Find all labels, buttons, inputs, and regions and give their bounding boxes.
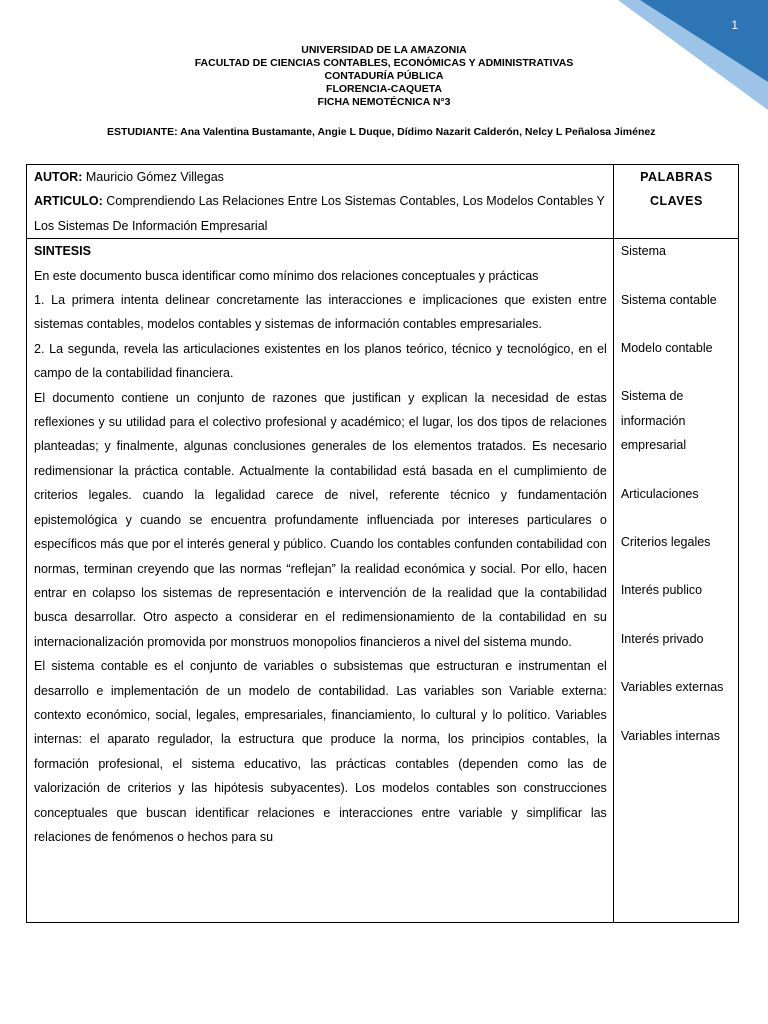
header-line: FICHA NEMOTÉCNICA N°3 — [317, 96, 451, 108]
table-body-row — [27, 239, 739, 923]
keywords-header-line: PALABRAS — [640, 170, 713, 184]
ficha-table — [26, 164, 739, 923]
synthesis-paragraph: 2. La segunda, revela las articulaciones existentes en los planos teórico, técnico y tecnológico, en el campo de la contabilidad financiera. — [34, 341, 607, 381]
keywords-list — [621, 239, 732, 748]
page-number: 1 — [731, 18, 738, 32]
table-header-row — [27, 165, 739, 239]
header-line: CONTADURÍA PÚBLICA — [324, 70, 444, 82]
keywords-header-line: CLAVES — [650, 194, 703, 209]
header-line: FLORENCIA-CAQUETA — [326, 83, 442, 95]
keyword-item: Interés privado — [620, 631, 704, 646]
synthesis-paragraph: El sistema contable es el conjunto de variables o subsistemas que estructuran e instrumentan el desarrollo e implementación de un modelo de contabilidad. Las variables son Variable externa: contexto económico, social, legales, empresariales, financiamiento, lo cultural y lo político. Variables internas: el aparato regulador, la estructura que produce la norma, los principios contables, la formación profesional, el sistema educativo, las prácticas contables (dependen como las de valorización de criterios y las hipótesis subyacentes). Los modelos contables son construcciones conceptuales que buscan identificar relaciones e interacciones entre variable y simplificar las relaciones de fenómenos o hechos para su — [34, 659, 607, 844]
author-name: Mauricio Gómez Villegas — [85, 170, 224, 184]
keyword-item: Articulaciones — [620, 486, 699, 501]
author-article-cell — [27, 165, 614, 239]
students-line — [107, 126, 687, 138]
header-line: UNIVERSIDAD DE LA AMAZONIA — [301, 44, 467, 56]
keyword-item: Sistema contable — [620, 292, 717, 307]
keyword-item: Sistema — [620, 244, 666, 259]
synthesis-paragraph: 1. La primera intenta delinear concretamente las interacciones e implicaciones que existen entre sistemas contables, modelos contables y sistemas de información contables empresariales. — [34, 293, 607, 332]
students-label: ESTUDIANTE: — [107, 126, 178, 138]
article-title: Comprendiendo Las Relaciones Entre Los Sistemas Contables, Los Modelos Contables Y Los Sistemas De Información Empresarial — [34, 194, 605, 233]
keyword-item: Modelo contable — [620, 341, 713, 356]
keyword-item: Variables externas — [620, 680, 724, 695]
keyword-item: Interés publico — [620, 583, 703, 598]
synthesis-paragraph: En este documento busca identificar como mínimo dos relaciones conceptuales y prácticas — [34, 268, 539, 283]
keyword-item: Variables internas — [620, 728, 720, 743]
article-line — [34, 189, 607, 238]
synthesis-label: SINTESIS — [34, 244, 91, 259]
keywords-header-cell — [613, 165, 738, 239]
author-line — [34, 165, 607, 189]
synthesis-cell — [27, 239, 614, 923]
document-header — [0, 44, 768, 109]
keywords-cell — [613, 239, 738, 923]
article-label: ARTICULO: — [34, 194, 103, 209]
students-names: Ana Valentina Bustamante, Angie L Duque, Dídimo Nazarit Calderón, Nelcy L Peñalosa Jiménez — [180, 126, 656, 138]
keyword-item: Criterios legales — [620, 535, 711, 550]
header-line: FACULTAD DE CIENCIAS CONTABLES, ECONÓMICAS Y ADMINISTRATIVAS — [194, 57, 574, 69]
author-label: AUTOR: — [34, 170, 83, 184]
keyword-item: Sistema de información empresarial — [620, 389, 687, 453]
synthesis-paragraph: El documento contiene un conjunto de razones que justifican y explican la necesidad de estas reflexiones y su utilidad para el colectivo profesional y académico; el lugar, los dos tipos de relaciones planteadas; y finalmente, algunas conclusiones generales de los elementos tratados. Es necesario redimensionar la práctica contable. Actualmente la contabilidad está basada en el cumplimiento de criterios legales. cuando la legalidad carece de nivel, referente técnico y fundamentación epistemológica y cuando se encuentra profundamente influenciada por intereses particulares o específicos más que por el interés general y público. Cuando los contables confunden contabilidad con normas, terminan creyendo que las normas “reflejan” la realidad económica y social. Por ello, hacen entrar en colapso los sistemas de representación e intervención de la realidad que la contabilidad busca desarrollar. Otro aspecto a considerar en el redimensionamiento de la contabilidad en su internacionalización promovida por monstruos monopolios financieros a nivel del sistema mundo. — [34, 390, 607, 649]
